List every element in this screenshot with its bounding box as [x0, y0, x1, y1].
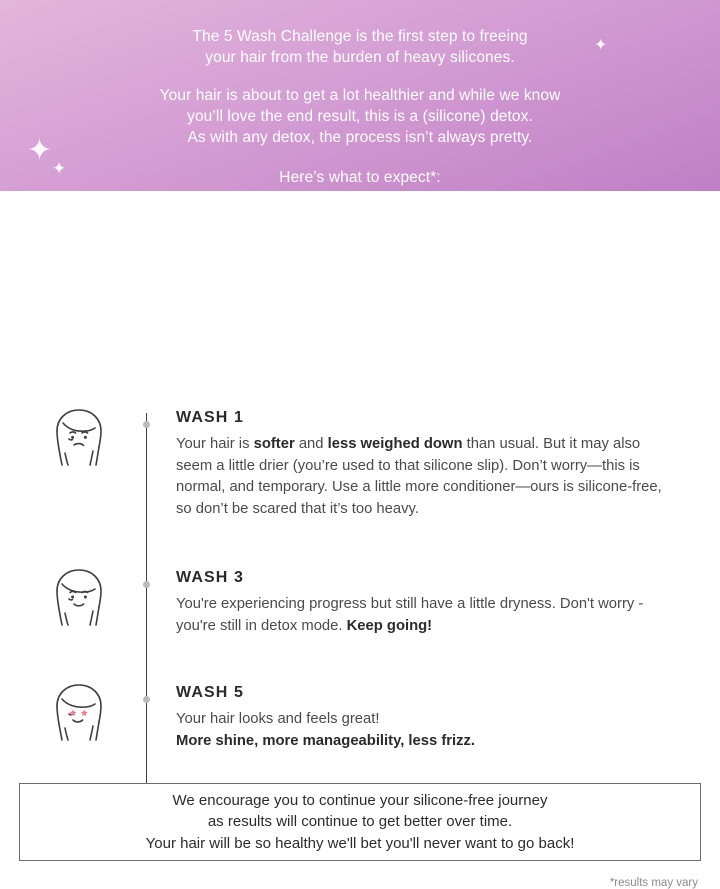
timeline-dot — [143, 581, 150, 588]
timeline-dot — [143, 421, 150, 428]
wash-step-5-text: Your hair looks and feels great! More shine, more manageability, less frizz. — [176, 711, 476, 749]
header-line-4: you’ll love the end result, this is a (silicone) detox. — [187, 108, 533, 125]
footer-line-3: Your hair will be so healthy we'll bet you'll never want to go back! — [145, 834, 575, 852]
timeline-line — [146, 413, 147, 788]
wash-step-5-title: WASH 5 — [176, 684, 244, 701]
header-line-5: As with any detox, the process isn’t always pretty. — [187, 129, 533, 146]
wash-step-1-text: Your hair is softer and less weighed down than usual. But it may also seem a little drier (you’re used to that silicone slip). Don’t worry—this is normal, and temporary. Use a little more conditioner—ours is silicone-free, so don’t be scared that it’s too heavy. — [176, 436, 662, 517]
header-line-3: Your hair is about to get a lot healthier and while we know — [159, 87, 561, 104]
disclaimer-text: *results may vary — [609, 877, 698, 889]
header-line-1: The 5 Wash Challenge is the first step to freeing — [192, 28, 528, 45]
encouragement-box — [19, 783, 701, 861]
timeline-dot — [143, 696, 150, 703]
sparkle-icon: ✦ — [27, 134, 53, 167]
wash-step-1-title: WASH 1 — [176, 409, 244, 426]
wash-step-3-body — [176, 561, 676, 637]
footer-line-1: We encourage you to continue your silicone-free journey — [172, 791, 548, 809]
neutral-face-icon — [43, 561, 115, 633]
wash-step-3-title: WASH 3 — [176, 569, 244, 586]
happy-face-icon — [43, 676, 115, 748]
header-expect-line: Here’s what to expect*: — [279, 169, 441, 186]
header-detox-note — [40, 85, 680, 148]
header-intro — [40, 26, 680, 68]
footer-line-2: as results will continue to get better over time. — [207, 813, 513, 831]
header-banner — [0, 0, 720, 191]
sparkle-icon: ✦ — [594, 37, 608, 54]
sparkle-icon: ✦ — [52, 159, 67, 178]
wash-step-3-text: You're experiencing progress but still have a little dryness. Don't worry - you're still in detox mode. Keep going! — [176, 596, 644, 634]
steps-section — [0, 191, 720, 889]
sad-face-icon — [43, 401, 115, 473]
header-line-2: your hair from the burden of heavy silicones. — [205, 49, 515, 66]
wash-step-5-body — [176, 676, 676, 752]
wash-step-1-body — [176, 401, 676, 520]
